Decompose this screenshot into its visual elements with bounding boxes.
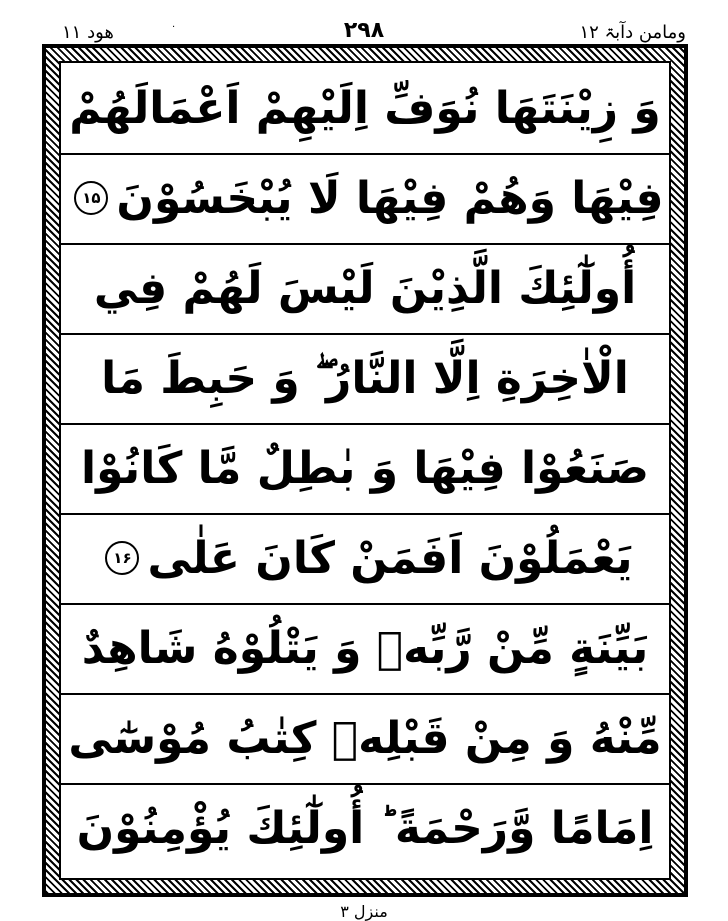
ayah-marker: ۱۶ xyxy=(105,541,139,575)
ayah-marker: ۱۵ xyxy=(74,181,108,215)
page-number: ۲۹۸ xyxy=(343,18,385,43)
line-text: اِمَامًا وَّرَحْمَةً ؕ أُولٰٓئِكَ يُؤْمِنُوْنَ xyxy=(76,802,654,854)
text-line-5 xyxy=(61,423,669,515)
text-line-2 xyxy=(61,153,669,245)
quran-text-area xyxy=(59,61,671,880)
header-dot: · xyxy=(172,22,176,33)
line-text: وَ زِيْنَتَهَا نُوَفِّ اِلَيْهِمْ اَعْمَالَهُمْ xyxy=(69,82,661,134)
text-line-9 xyxy=(61,783,669,873)
page-header xyxy=(0,0,728,44)
line-text: فِيْهَا وَهُمْ فِيْهَا لَا يُبْخَسُوْنَ xyxy=(116,172,664,224)
text-line-1 xyxy=(61,63,669,155)
manzil-footer: منزل ۳ xyxy=(340,902,388,921)
juz-name: ومامن دآبۃ ۱۲ xyxy=(579,22,686,43)
line-text: الْاٰخِرَةِ اِلَّا النَّارُ ۖ وَ حَبِطَ مَا xyxy=(101,352,629,404)
line-text: صَنَعُوْا فِيْهَا وَ بٰطِلٌ مَّا كَانُوْا xyxy=(81,442,649,494)
line-text: يَعْمَلُوْنَ اَفَمَنْ كَانَ عَلٰى xyxy=(147,532,633,584)
surah-name: ھود ۱۱ xyxy=(62,22,114,43)
text-line-6 xyxy=(61,513,669,605)
line-text: مِّنْهُ وَ مِنْ قَبْلِهٖ كِتٰبُ مُوْسٰٓى xyxy=(68,712,662,764)
line-text: بَيِّنَةٍ مِّنْ رَّبِّهٖ وَ يَتْلُوْهُ شَاهِدٌ xyxy=(81,622,649,674)
text-line-8 xyxy=(61,693,669,785)
text-line-3 xyxy=(61,243,669,335)
page-frame xyxy=(42,44,688,897)
text-line-4 xyxy=(61,333,669,425)
text-line-7 xyxy=(61,603,669,695)
line-text: أُولٰٓئِكَ الَّذِيْنَ لَيْسَ لَهُمْ فِي xyxy=(93,262,637,314)
